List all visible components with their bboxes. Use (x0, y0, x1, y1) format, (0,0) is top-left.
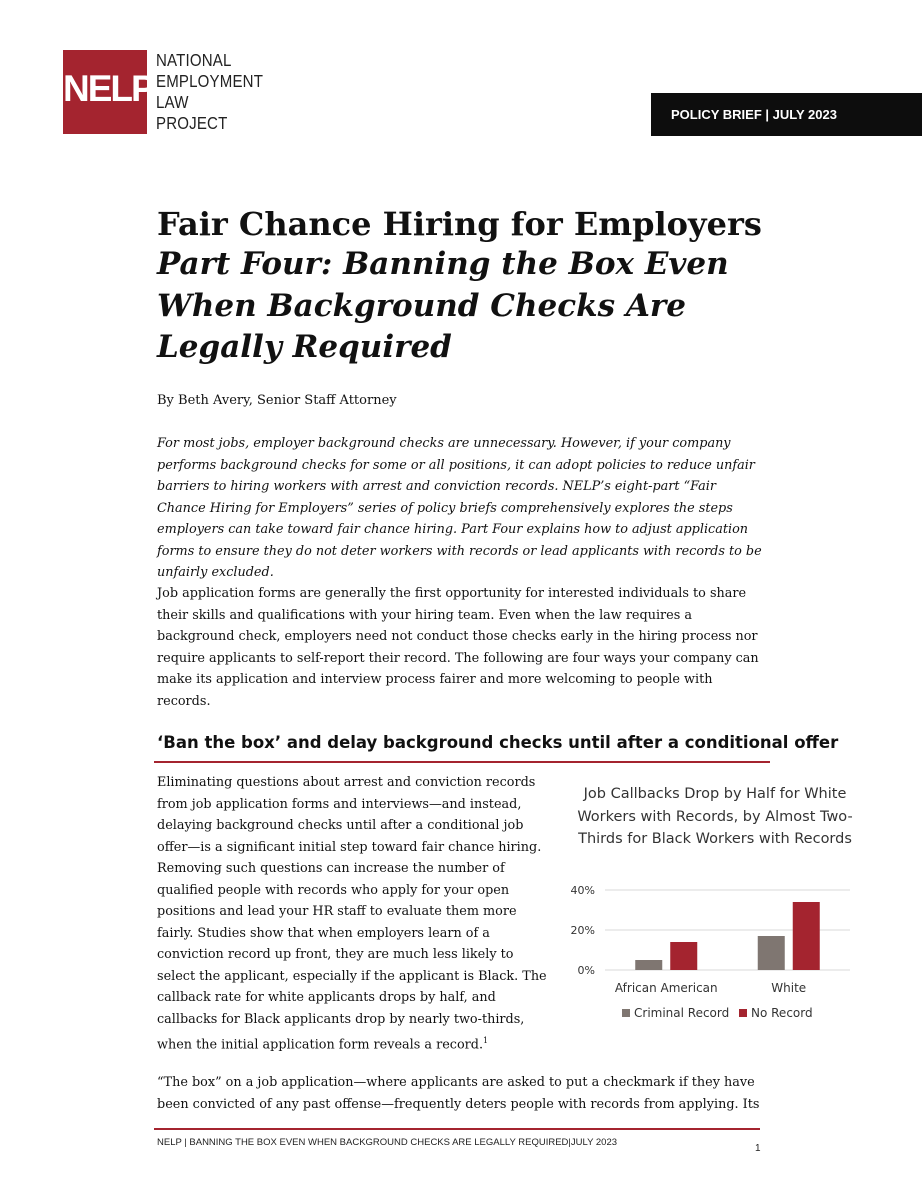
nelp-logo (63, 50, 154, 134)
body-paragraph (157, 772, 552, 1056)
section-divider (154, 761, 770, 763)
body-paragraph: Job application forms are generally the first opportunity for interested individuals to share their skills and qualifications with your hiring team. Even when the law requires a background check, employers need not conduct those checks early in the hiring process nor require applicants to self-report their record. The following are four ways your company can make its application and interview process fairer and more welcoming to people with records. (157, 586, 759, 709)
bar-no-record (670, 942, 697, 970)
org-name-line: LAW (156, 92, 189, 112)
x-tick-label: White (771, 981, 807, 995)
logo-text: NELP (63, 68, 154, 109)
document-subtitle: Part Four: Banning the Box Even When Background Checks Are Legally Required (157, 246, 729, 365)
policy-brief-banner: POLICY BRIEF | JULY 2023 (651, 93, 922, 136)
body-paragraph: “The box” on a job application—where applicants are asked to put a checkmark if they have been convicted of any past offense—frequently deters people with records from applying. Its (157, 1075, 760, 1112)
page-number: 1 (755, 1143, 761, 1154)
bar-criminal-record (758, 936, 785, 970)
callback-chart (565, 775, 865, 1045)
y-tick-label: 40% (570, 884, 595, 897)
y-tick-label: 20% (570, 924, 595, 937)
intro-paragraph: For most jobs, employer background checks are unnecessary. However, if your company performs background checks for some or all positions, it can adopt policies to reduce unfair barriers to hiring workers with arrest and conviction records. NELP’s eight-part “Fair Chance Hiring for Employers” series of policy briefs comprehensively explores the steps employers can take toward fair chance hiring. Part Four explains how to adjust application forms to ensure they do not deter workers with records or lead applicants with records to be unfairly excluded. (157, 436, 762, 580)
org-name (156, 50, 281, 134)
x-tick-label: African American (614, 981, 718, 995)
org-name-line: NATIONAL (156, 50, 232, 70)
legend-swatch (622, 1009, 630, 1017)
legend-swatch (739, 1009, 747, 1017)
section-heading: ‘Ban the box’ and delay background checks until after a conditional offer (157, 733, 839, 752)
footnote-ref[interactable]: 1 (483, 1036, 489, 1045)
legend-label: Criminal Record (634, 1006, 730, 1020)
footer-divider (154, 1128, 760, 1130)
org-name-line: PROJECT (156, 113, 228, 133)
document-title: Fair Chance Hiring for Employers (157, 205, 762, 243)
paragraph-text: Eliminating questions about arrest and conviction records from job application forms and interviews—and instead, delaying background checks until after a conditional job offer—is a significant initial step toward fair chance hiring. Removing such questions can increase the number of qualified people with records who apply for your open positions and lead your HR staff to evaluate them more fairly. Studies show that when employers learn of a conviction record up front, they are much less likely to select the applicant, especially if the applicant is Black. The callback rate for white applicants drops by half, and callbacks for Black applicants drop by nearly two-thirds, when the initial application form reveals a record. (157, 775, 547, 1053)
chart-title: Job Callbacks Drop by Half for White Workers with Records, by Almost Two-Thirds for Black Workers with Records (577, 786, 853, 847)
footer-text: NELP | BANNING THE BOX EVEN WHEN BACKGROUND CHECKS ARE LEGALLY REQUIRED|JULY 2023 (157, 1137, 618, 1148)
org-name-line: EMPLOYMENT (156, 71, 264, 91)
chart-svg (565, 775, 865, 1045)
bar-criminal-record (635, 960, 662, 970)
bar-no-record (793, 902, 820, 970)
y-tick-label: 0% (577, 964, 595, 977)
legend-label: No Record (751, 1006, 813, 1020)
byline: By Beth Avery, Senior Staff Attorney (157, 393, 397, 408)
